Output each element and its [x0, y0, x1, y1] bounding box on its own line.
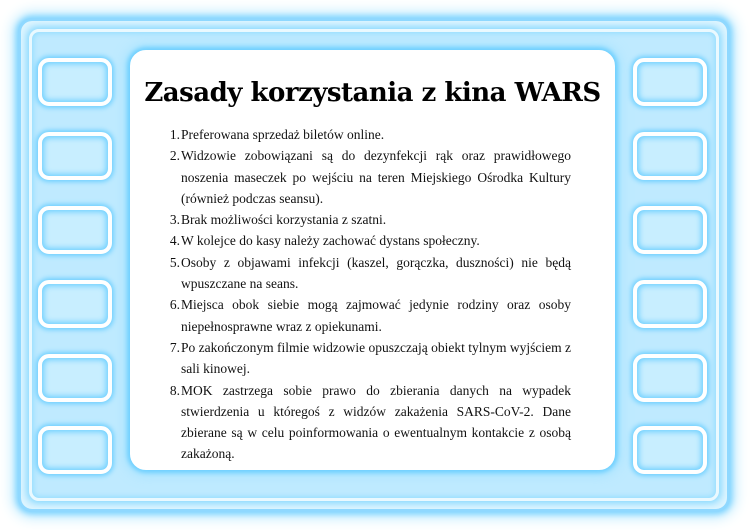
- rules-list: [150, 124, 571, 465]
- list-item-number: 7.: [169, 339, 180, 355]
- list-item: [150, 337, 571, 380]
- list-item-text: Widzowie zobowiązani są do dezynfekcji rąk oraz prawidłowego noszenia maseczek po wejściu na teren Miejskiego Ośrodka Kultury (również podczas seansu).: [181, 148, 571, 206]
- list-item-number: 2.: [169, 148, 180, 164]
- list-item-number: 6.: [169, 297, 180, 313]
- list-item: [150, 145, 571, 209]
- film-sprocket-hole: [633, 426, 707, 474]
- list-item-number: 1.: [169, 127, 180, 142]
- list-item: [150, 380, 571, 465]
- film-sprocket-hole: [633, 354, 707, 402]
- list-item-number: 8.: [169, 382, 180, 398]
- list-item-text: MOK zastrzega sobie prawo do zbierania danych na wypadek stwierdzenia u któregoś z widzów zakażenia SARS-CoV-2. Dane zbierane są w celu poinformowania o ewentualnym kontakcie z osobą zakażoną.: [181, 382, 571, 462]
- film-sprocket-hole: [633, 280, 707, 328]
- film-sprocket-hole: [38, 132, 112, 180]
- film-sprocket-hole: [38, 206, 112, 254]
- list-item: [150, 124, 571, 145]
- list-item-number: 5.: [169, 254, 180, 270]
- list-item-text: Miejsca obok siebie mogą zajmować jedynie rodziny oraz osoby niepełnosprawne wraz z opiekunami.: [181, 297, 571, 334]
- film-sprocket-hole: [38, 354, 112, 402]
- list-item: [150, 294, 571, 337]
- list-item-text: Preferowana sprzedaż biletów online.: [181, 127, 385, 142]
- list-item-number: 4.: [169, 233, 180, 249]
- page-title: Zasady korzystania z kina WARS: [144, 78, 601, 108]
- film-sprocket-hole: [38, 426, 112, 474]
- list-item: [150, 230, 571, 251]
- film-sprocket-hole: [633, 58, 707, 106]
- film-sprocket-hole: [633, 206, 707, 254]
- film-sprocket-hole: [38, 58, 112, 106]
- list-item-number: 3.: [169, 212, 180, 228]
- list-item-text: Osoby z objawami infekcji (kaszel, gorączka, duszności) nie będą wpuszczane na seans.: [181, 254, 571, 292]
- list-item-text: Po zakończonym filmie widzowie opuszczają obiekt tylnym wyjściem z sali kinowej.: [181, 339, 571, 377]
- list-item-text: Brak możliwości korzystania z szatni.: [181, 212, 387, 228]
- list-item: [150, 209, 571, 230]
- list-item: [150, 252, 571, 295]
- film-sprocket-hole: [38, 280, 112, 328]
- list-item-text: W kolejce do kasy należy zachować dystans społeczny.: [181, 233, 480, 249]
- film-sprocket-hole: [633, 132, 707, 180]
